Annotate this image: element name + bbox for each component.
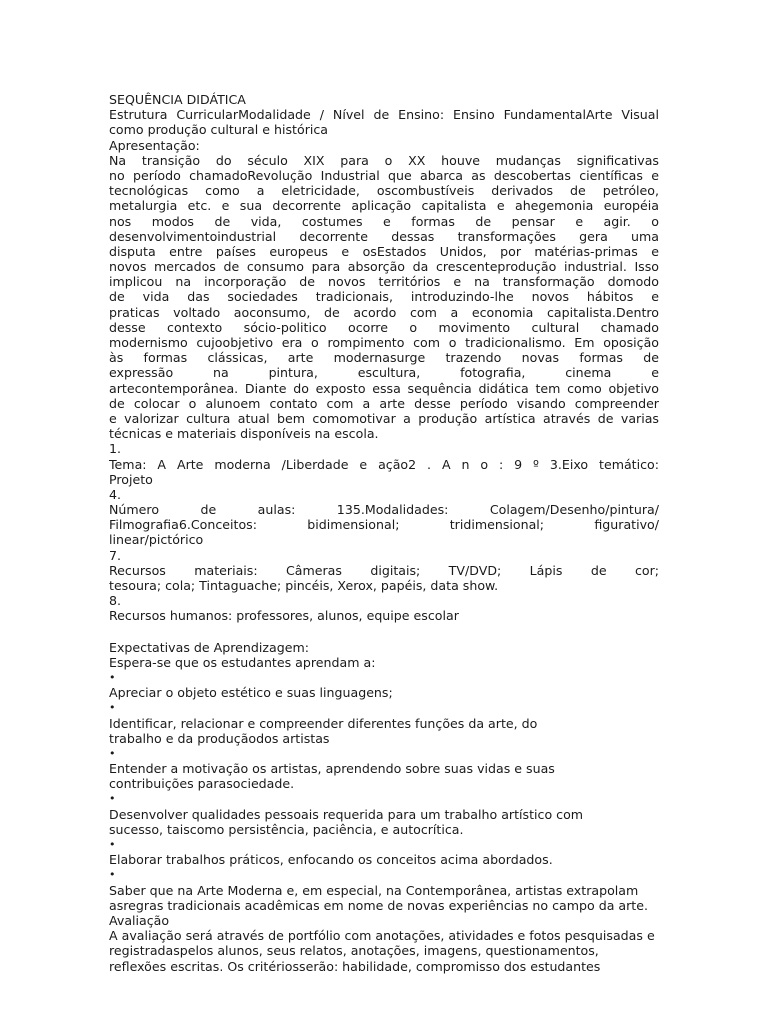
text-line: às formas clássicas, arte modernasurge trazendo novas formas de bbox=[109, 350, 659, 366]
text-line: contribuições parasociedade. bbox=[109, 776, 295, 792]
text-line: Recursos humanos: professores, alunos, equipe escolar bbox=[109, 608, 459, 624]
text-line: nos modos de vida, costumes e formas de pensar e agir. o bbox=[109, 213, 659, 229]
text-line: de colocar o alunoem contato com a arte desse período visando compreender bbox=[109, 395, 659, 411]
text-line: 8. bbox=[109, 593, 122, 609]
bullet-marker: • bbox=[109, 792, 116, 806]
bullet-marker: • bbox=[109, 701, 116, 715]
bullet-marker: • bbox=[109, 746, 116, 760]
blank-line bbox=[109, 624, 659, 640]
text-line: desenvolvimentoindustrial decorrente dessas transformações gera uma bbox=[109, 228, 659, 244]
text-line: reflexões escritas. Os critériosserão: habilidade, compromisso dos estudantes bbox=[109, 958, 601, 974]
text-line: Projeto bbox=[109, 471, 153, 487]
text-line: Avaliação bbox=[109, 912, 170, 928]
text-line: desse contexto sócio-politico ocorre o movimento cultural chamado bbox=[109, 319, 659, 335]
text-line: Espera-se que os estudantes aprendam a: bbox=[109, 654, 376, 670]
text-line: Elaborar trabalhos práticos, enfocando os conceitos acima abordados. bbox=[109, 852, 553, 868]
bullet-marker: • bbox=[109, 670, 116, 684]
text-line: Estrutura CurricularModalidade / Nível de Ensino: Ensino FundamentalArte Visual bbox=[109, 107, 659, 123]
text-line: praticas voltado aoconsumo, de acordo com a economia capitalista.Dentro bbox=[109, 304, 659, 320]
text-line: novos mercados de consumo para absorção da crescenteprodução industrial. Isso bbox=[109, 259, 659, 275]
text-line: 1. bbox=[109, 441, 122, 457]
text-line: Na transição do século XIX para o XX houve mudanças significativas bbox=[109, 152, 659, 168]
bullet-marker: • bbox=[109, 868, 116, 882]
text-line: Número de aulas: 135.Modalidades: Colagem/Desenho/pintura/ bbox=[109, 502, 659, 518]
text-line: registradaspelos alunos, seus relatos, anotações, imagens, questionamentos, bbox=[109, 943, 599, 959]
text-line: asregras tradicionais acadêmicas em nome de novas experiências no campo da arte. bbox=[109, 897, 648, 913]
text-line: no período chamadoRevolução Industrial que abarca as descobertas científicas e bbox=[109, 167, 659, 183]
text-line: Filmografia6.Conceitos: bidimensional; tridimensional; figurativo/ bbox=[109, 517, 659, 533]
text-line: trabalho e da produçãodos artistas bbox=[109, 730, 330, 746]
text-line: tecnológicas como a eletricidade, oscombustíveis derivados de petróleo, bbox=[109, 183, 659, 199]
text-line: técnicas e materiais disponíveis na escola. bbox=[109, 426, 379, 442]
text-line: implicou na incorporação de novos territórios e na transformação domodo bbox=[109, 274, 659, 290]
text-line: disputa entre países europeus e osEstados Unidos, por matérias-primas e bbox=[109, 243, 659, 259]
text-line: sucesso, taiscomo persistência, paciência, e autocrítica. bbox=[109, 821, 464, 837]
document-heading: SEQUÊNCIA DIDÁTICA bbox=[109, 92, 246, 107]
text-line: metalurgia etc. e sua decorrente aplicação capitalista e ahegemonia européia bbox=[109, 198, 659, 214]
text-line: de vida das sociedades tradicionais, introduzindo-lhe novos hábitos e bbox=[109, 289, 659, 305]
text-line: Entender a motivação os artistas, aprendendo sobre suas vidas e suas bbox=[109, 761, 555, 777]
text-line: como produção cultural e histórica bbox=[109, 122, 329, 138]
text-line: 4. bbox=[109, 486, 122, 502]
text-line: modernismo cujoobjetivo era o rompimento com o tradicionalismo. Em oposição bbox=[109, 335, 659, 350]
text-line: Recursos materiais: Câmeras digitais; TV/DVD; Lápis de cor; bbox=[109, 562, 659, 578]
bullet-marker: • bbox=[109, 838, 116, 851]
text-line: Expectativas de Aprendizagem: bbox=[109, 639, 309, 655]
text-line: Tema: A Arte moderna /Liberdade e ação2 . A n o : 9 º 3.Eixo temático: bbox=[109, 456, 659, 472]
text-line: Desenvolver qualidades pessoais requerida para um trabalho artístico com bbox=[109, 806, 584, 822]
text-line: Identificar, relacionar e compreender diferentes funções da arte, do bbox=[109, 715, 538, 731]
text-line: tesoura; cola; Tintaguache; pincéis, Xerox, papéis, data show. bbox=[109, 578, 499, 593]
document-body bbox=[109, 107, 659, 974]
text-line: Apresentação: bbox=[109, 137, 200, 153]
text-line: linear/pictórico bbox=[109, 532, 204, 548]
text-line: artecontemporânea. Diante do exposto essa sequência didática tem como objetivo bbox=[109, 380, 659, 396]
text-line: Saber que na Arte Moderna e, em especial, na Contemporânea, artistas extrapolam bbox=[109, 882, 639, 898]
text-line: e valorizar cultura atual bem comomotivar a produção artística através de varias bbox=[109, 410, 659, 426]
text-line: Apreciar o objeto estético e suas linguagens; bbox=[109, 685, 393, 701]
text-line: 7. bbox=[109, 547, 122, 563]
text-line: A avaliação será através de portfólio com anotações, atividades e fotos pesquisadas e bbox=[109, 928, 655, 944]
document-page bbox=[109, 92, 659, 974]
text-line: expressão na pintura, escultura, fotografia, cinema e bbox=[109, 365, 659, 381]
